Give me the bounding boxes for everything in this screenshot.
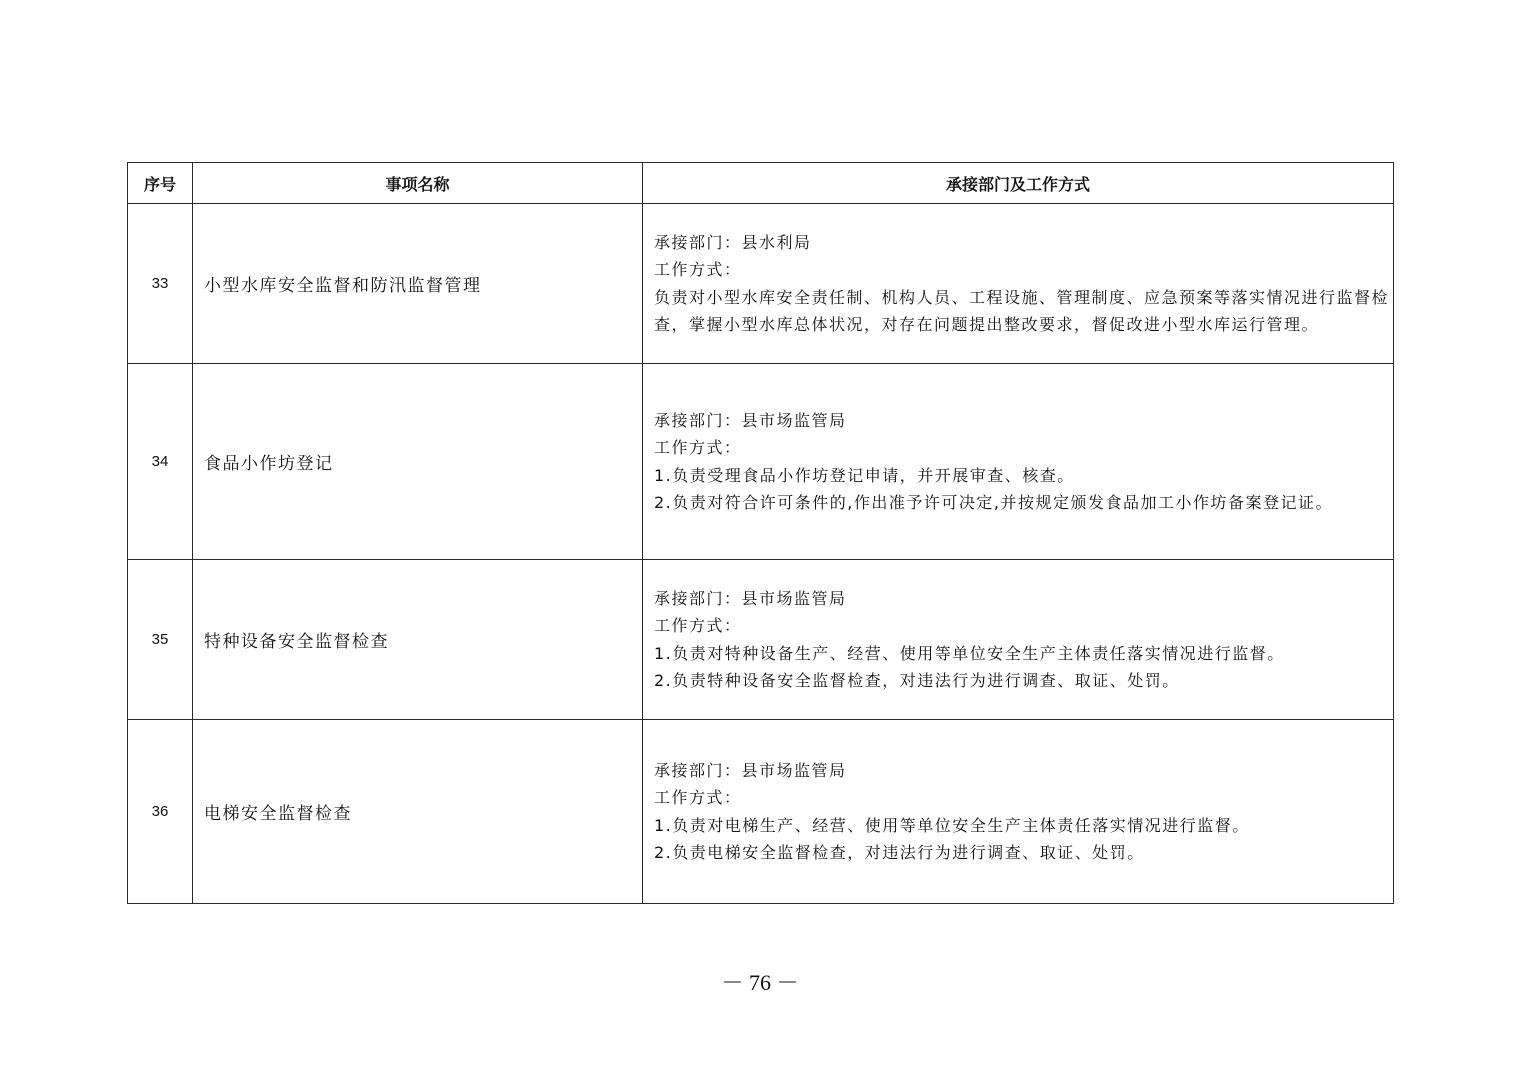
row-item-name: 电梯安全监督检查 <box>193 720 643 904</box>
header-name: 事项名称 <box>193 163 643 204</box>
method-label: 工作方式： <box>654 260 742 279</box>
method-label: 工作方式： <box>654 788 742 807</box>
method-item-1: 1.负责对电梯生产、经营、使用等单位安全生产主体责任落实情况进行监督。 <box>654 815 1250 835</box>
row-no: 36 <box>128 720 193 904</box>
page-number: － 76 － <box>721 970 799 995</box>
method-item-2: 2.负责特种设备安全监督检查，对违法行为进行调查、取证、处罚。 <box>654 671 1180 690</box>
header-detail: 承接部门及工作方式 <box>643 163 1394 204</box>
method-item-1: 1.负责受理食品小作坊登记申请，并开展审查、核查。 <box>654 465 1075 485</box>
department-line: 承接部门：县市场监管局 <box>654 410 847 430</box>
method-text: 负责对小型水库安全责任制、机构人员、工程设施、管理制度、应急预案等落实情况进行监督检查，掌握小型水库总体状况，对存在问题提出整改要求，督促改进小型水库运行管理。 <box>654 287 1390 334</box>
table-row <box>128 364 1394 560</box>
method-label: 工作方式： <box>654 438 742 457</box>
header-no: 序号 <box>128 163 193 204</box>
method-item-2: 2.负责对符合许可条件的,作出准予许可决定,并按规定颁发食品加工小作坊备案登记证。 <box>654 493 1333 512</box>
row-item-name: 食品小作坊登记 <box>193 364 643 560</box>
row-no: 33 <box>128 204 193 364</box>
method-item-2: 2.负责电梯安全监督检查，对违法行为进行调查、取证、处罚。 <box>654 843 1145 862</box>
row-no: 34 <box>128 364 193 560</box>
row-detail <box>643 560 1394 720</box>
items-table <box>127 162 1394 904</box>
department-line: 承接部门：县水利局 <box>654 232 812 252</box>
table-header-row <box>128 163 1394 204</box>
method-item-1: 1.负责对特种设备生产、经营、使用等单位安全生产主体责任落实情况进行监督。 <box>654 643 1285 663</box>
method-label: 工作方式： <box>654 616 742 635</box>
table-row <box>128 560 1394 720</box>
row-item-name: 特种设备安全监督检查 <box>193 560 643 720</box>
row-no: 35 <box>128 560 193 720</box>
table-row <box>128 720 1394 904</box>
table-row <box>128 204 1394 364</box>
row-detail <box>643 364 1394 560</box>
row-item-name: 小型水库安全监督和防汛监督管理 <box>193 204 643 364</box>
department-line: 承接部门：县市场监管局 <box>654 588 847 608</box>
department-line: 承接部门：县市场监管局 <box>654 760 847 780</box>
row-detail <box>643 204 1394 364</box>
row-detail <box>643 720 1394 904</box>
